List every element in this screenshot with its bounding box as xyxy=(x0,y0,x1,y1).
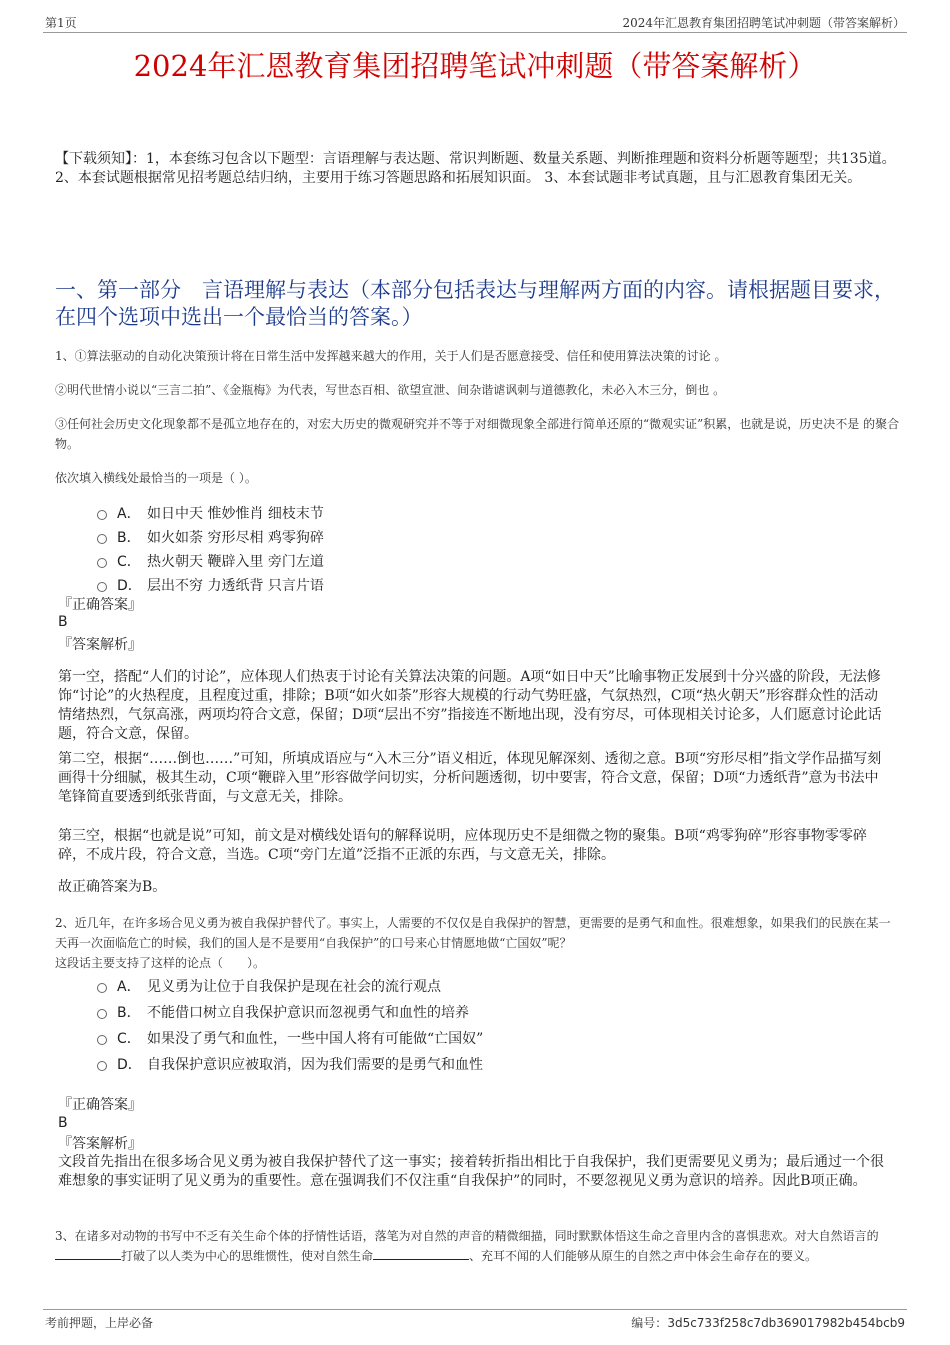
q2-answer-label: 『正确答案』 xyxy=(58,1097,142,1113)
page-title: 2024年汇恩教育集团招聘笔试冲刺题（带答案解析） xyxy=(133,49,817,83)
q1-option-c[interactable]: C． 热火朝天 鞭辟入里 旁门左道 xyxy=(97,550,324,574)
radio-icon[interactable] xyxy=(97,983,107,993)
q2-stem: 2、近几年，在许多场合见义勇为被自我保护替代了。事实上，人需要的不仅仅是自我保护的智慧，更需要的是勇气和血性。很难想象，如果我们的民族在某一天再一次面临危亡的时候，我们的国人是不是要用“自我保护”的口号来心甘情愿地做“亡国奴”呢？ xyxy=(55,916,891,950)
q1-option-d[interactable]: D． 层出不穷 力透纸背 只言片语 xyxy=(97,574,324,598)
q2-option-c[interactable]: C． 如果没了勇气和血性，一些中国人将有可能做“亡国奴” xyxy=(97,1026,483,1052)
q1-sentence-2: ②明代世情小说以“三言二拍”、《金瓶梅》为代表，写世态百相、欲望宣泄、间杂谐谑讽刺与道德教化，未必入木三分，倒也 。 xyxy=(55,383,726,397)
header-doc-title: 2024年汇恩教育集团招聘笔试冲刺题（带答案解析） xyxy=(622,16,905,30)
footer-divider xyxy=(43,1309,907,1310)
q2-options xyxy=(97,974,483,1078)
radio-icon[interactable] xyxy=(97,558,107,568)
q1-answer: B xyxy=(58,614,68,630)
footer-code: 编号：3d5c733f258c7db369017982b454bcb9 xyxy=(631,1316,905,1330)
page-number: 第1页 xyxy=(45,16,77,30)
radio-icon[interactable] xyxy=(97,534,107,544)
q1-options xyxy=(97,502,324,598)
radio-icon[interactable] xyxy=(97,1009,107,1019)
q2-prompt: 这段话主要支持了这样的论点（ ）。 xyxy=(55,956,266,970)
q1-analysis-3: 第三空，根据“也就是说”可知，前文是对横线处语句的解释说明，应体现历史不是细微之物的聚集。B项“鸡零狗碎”形容事物零零碎碎，不成片段，符合文意，当选。C项“旁门左道”泛指不正派的东西，与文意无关，排除。 xyxy=(58,828,867,863)
radio-icon[interactable] xyxy=(97,1035,107,1045)
q2-option-d[interactable]: D． 自我保护意识应被取消，因为我们需要的是勇气和血性 xyxy=(97,1052,483,1078)
fill-blank xyxy=(55,1247,121,1260)
download-notice: 【下载须知】：1，本套练习包含以下题型：言语理解与表达题、常识判断题、数量关系题、判断推理题和资料分析题等题型；共135道。 2、本套试题根据常见招考题总结归纳，主要用于练习答题思路和拓展知识面。 3、本套试题非考试真题，且与汇恩教育集团无关。 xyxy=(55,151,896,186)
q1-answer-label: 『正确答案』 xyxy=(58,597,142,613)
fill-blank xyxy=(373,1247,469,1260)
footer-slogan: 考前押题，上岸必备 xyxy=(45,1316,154,1330)
radio-icon[interactable] xyxy=(97,510,107,520)
q2-analysis: 文段首先指出在很多场合见义勇为被自我保护替代了这一事实；接着转折指出相比于自我保护，我们更需要见义勇为；最后通过一个很难想象的事实证明了见义勇为的重要性。意在强调我们不仅注重“自我保护”的同时，不要忽视见义勇为意识的培养。因此B项正确。 xyxy=(58,1154,884,1189)
section-heading: 一、第一部分 言语理解与表达（本部分包括表达与理解两方面的内容。请根据题目要求，在四个选项中选出一个最恰当的答案。） xyxy=(55,278,895,329)
q1-option-a[interactable]: A． 如日中天 惟妙惟肖 细枝末节 xyxy=(97,502,324,526)
q1-analysis-2: 第二空，根据“……倒也……”可知，所填成语应与“入木三分”语义相近，体现见解深刻、透彻之意。B项“穷形尽相”指文学作品描写刻画得十分细腻，极其生动，C项“鞭辟入里”形容做学问切实，分析问题透彻，切中要害，符合文意，保留；D项“力透纸背”意为书法中笔锋简直要透到纸张背面，与文意无关，排除。 xyxy=(58,751,882,805)
q2-answer: B xyxy=(58,1115,68,1131)
radio-icon[interactable] xyxy=(97,582,107,592)
q1-sentence-1: 1、①算法驱动的自动化决策预计将在日常生活中发挥越来越大的作用，关于人们是否愿意接受、信任和使用算法决策的讨论 。 xyxy=(55,349,727,363)
q1-sentence-3: ③任何社会历史文化现象都不是孤立地存在的，对宏大历史的微观研究并不等于对细微现象全部进行简单还原的“微观实证”积累，也就是说，历史决不是 的聚合物。 xyxy=(55,417,900,451)
q1-option-b[interactable]: B． 如火如荼 穷形尽相 鸡零狗碎 xyxy=(97,526,324,550)
header-divider xyxy=(43,32,907,33)
q1-analysis-1: 第一空，搭配“人们的讨论”，应体现人们热衷于讨论有关算法决策的问题。A项“如日中天”比喻事物正发展到十分兴盛的阶段，无法修饰“讨论”的火热程度，且程度过重，排除；B项“如火如荼”形容大规模的行动气势旺盛，气氛热烈，C项“热火朝天”形容群众性的活动情绪热烈，气氛高涨，两项均符合文意，保留；D项“层出不穷”指接连不断地出现，没有穷尽，可体现相关讨论多，人们愿意讨论此话题，符合文意，保留。 xyxy=(58,669,882,742)
q1-analysis-4: 故正确答案为B。 xyxy=(58,879,167,895)
q2-option-b[interactable]: B． 不能借口树立自我保护意识而忽视勇气和血性的培养 xyxy=(97,1000,483,1026)
q1-prompt: 依次填入横线处最恰当的一项是（ ）。 xyxy=(55,471,257,485)
q2-option-a[interactable]: A． 见义勇为让位于自我保护是现在社会的流行观点 xyxy=(97,974,483,1000)
q3-stem: 3、在诸多对动物的书写中不乏有关生命个体的抒情性话语，落笔为对自然的声音的精微细描，同时默默体悟这生命之音里内含的喜惧悲欢。对大自然语言的打破了以人类为中心的思维惯性，使对自然生命 、充耳不闻的人们能够从原生的自然之声中体会生命存在的要义。 xyxy=(55,1229,879,1263)
q1-analysis-label: 『答案解析』 xyxy=(58,637,142,653)
q2-analysis-label: 『答案解析』 xyxy=(58,1136,142,1152)
radio-icon[interactable] xyxy=(97,1061,107,1071)
